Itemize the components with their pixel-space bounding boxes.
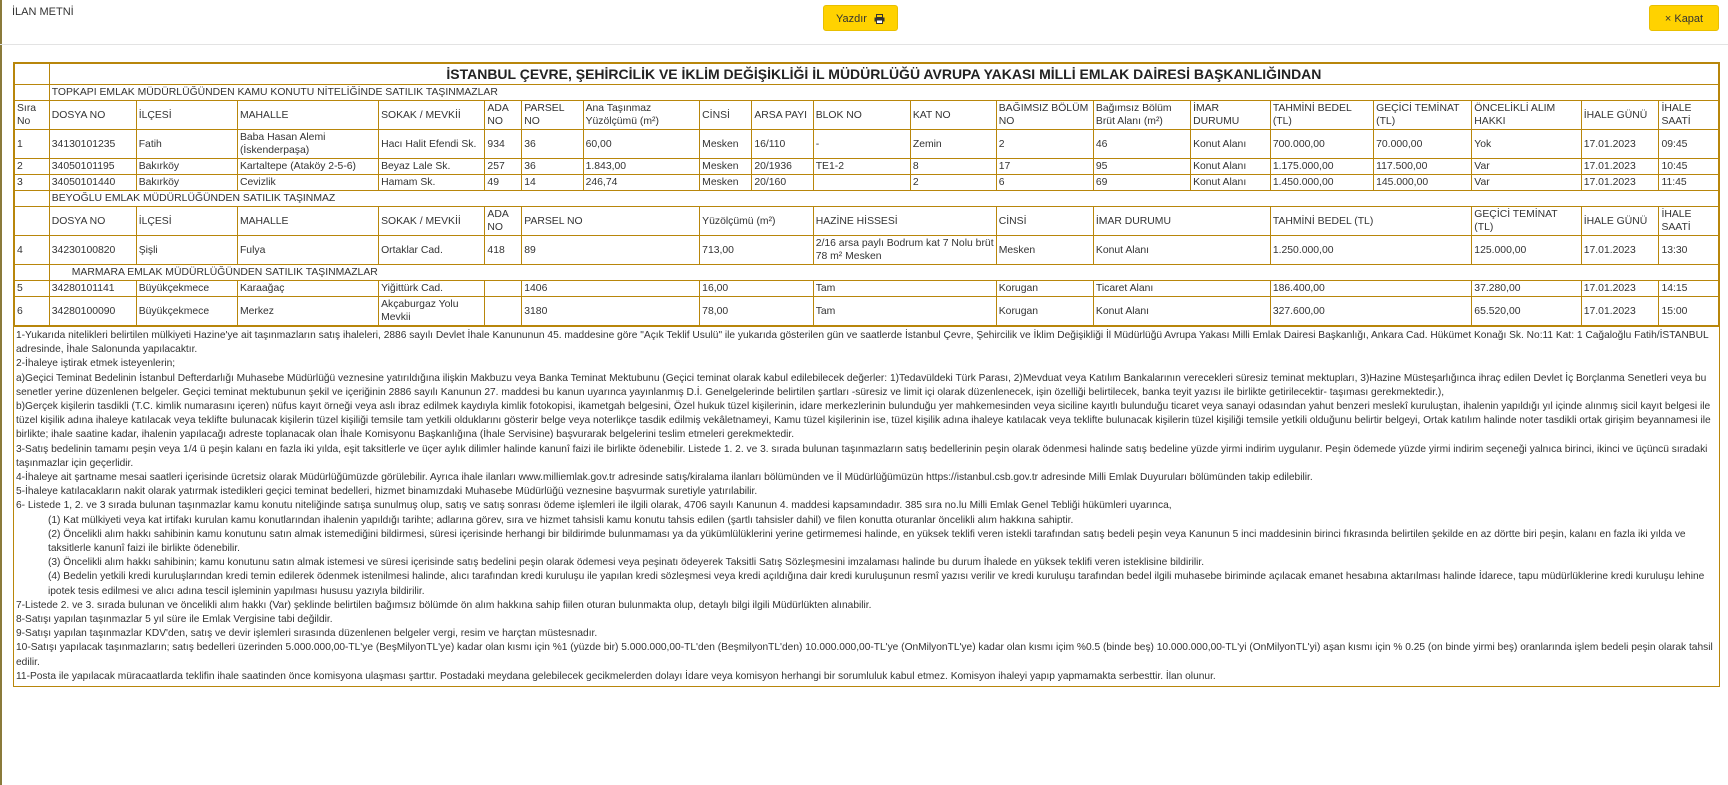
table-cell: 69: [1093, 175, 1190, 191]
empty-cell: [15, 265, 50, 281]
column-header: ARSA PAYI: [752, 101, 813, 130]
note-paragraph: 1-Yukarıda nitelikleri belirtilen mülkiyeti Hazine'ye ait taşınmazların satış ihaleleri, 2886 sayılı Devlet İhale Kanununun 45. maddesine göre "Açık Teklif Usulü" ile yukarıda gösterilen gün ve saatlerde İstanbul Çevre, Şehircilik ve İklim Değişikliği İl Müdürlüğü Avrupa Yakası Milli Emlak Dairesi Başkanlığı, Ankara Cad. Hükümet Konağı Sk. No:11 Kat: 1 Cağaloğlu Fatih/İSTANBUL adresinde, İhale Salonunda yapılacaktır.: [16, 330, 1709, 356]
table-cell: Konut Alanı: [1093, 236, 1270, 265]
table-row: [15, 297, 1719, 326]
column-header: DOSYA NO: [49, 101, 136, 130]
column-header: Yüzölçümü (m²): [700, 207, 814, 236]
top-bar: [0, 0, 1728, 45]
column-header: İHALE GÜNÜ: [1581, 207, 1659, 236]
table-cell: 6: [15, 297, 50, 326]
table-cell: 257: [485, 159, 522, 175]
column-header: DOSYA NO: [49, 207, 136, 236]
table-cell: Tam: [813, 281, 996, 297]
table-cell: 17.01.2023: [1581, 130, 1659, 159]
table-cell: 3180: [522, 297, 700, 326]
notes-section: [14, 326, 1719, 686]
column-header: İMAR DURUMU: [1191, 101, 1271, 130]
print-label: Yazdır: [835, 13, 867, 25]
column-header: HAZİNE HİSSESİ: [813, 207, 996, 236]
table-cell: 1.175.000,00: [1270, 159, 1373, 175]
main-title: İSTANBUL ÇEVRE, ŞEHİRCİLİK VE İKLİM DEĞİŞİKLİĞİ İL MÜDÜRLÜĞÜ AVRUPA YAKASI MİLLİ EMLAK DAİRESİ BAŞKANLIĞINDAN: [49, 64, 1718, 85]
table-cell: Var: [1472, 159, 1581, 175]
table-cell: Merkez: [237, 297, 378, 326]
table-cell: Konut Alanı: [1191, 159, 1271, 175]
table-cell: Zemin: [910, 130, 996, 159]
table-cell: Yok: [1472, 130, 1581, 159]
table-cell: [485, 281, 522, 297]
table-cell: 11:45: [1659, 175, 1719, 191]
table-cell: 16/110: [752, 130, 813, 159]
table-cell: Mesken: [700, 175, 752, 191]
column-header: GEÇİCİ TEMİNAT (TL): [1374, 101, 1472, 130]
table-cell: 117.500,00: [1374, 159, 1472, 175]
close-button[interactable]: × Kapat: [1649, 5, 1719, 31]
table-cell: 34280100090: [49, 297, 136, 326]
column-header: ADA NO: [485, 101, 522, 130]
table-cell: Korugan: [996, 281, 1093, 297]
table-cell: Konut Alanı: [1191, 130, 1271, 159]
column-header: İLÇESİ: [136, 101, 237, 130]
table-cell: 37.280,00: [1472, 281, 1581, 297]
table-cell: 1.450.000,00: [1270, 175, 1373, 191]
table-cell: 34130101235: [49, 130, 136, 159]
table-cell: 17.01.2023: [1581, 281, 1659, 297]
table-cell: 36: [522, 159, 583, 175]
column-header: PARSEL NO: [522, 207, 700, 236]
note-paragraph: (2) Öncelikli alım hakkı sahibinin kamu konutunu satın almak istemediğini bildirmesi, süresi içerisinde herhangi bir bildirimde bulunmaması ya da yükümlülüklerini yerine getirmemesi halinde, en yüksek teklifi veren istekli tarafından satış bedeli peşin veya Kanunun 5 inci maddesinin birinci fıkrasında belirtilen şekilde en az dörtte biri peşin, kalanı en fazla iki yılda ve taksitlerle kanunî faizi ile birlikte ödenebilir.: [48, 528, 1686, 555]
empty-cell: [15, 191, 50, 207]
note-paragraph: (3) Öncelikli alım hakkı sahibinin; kamu konutunu satın almak istemesi ve süresi içerisinde satış bedelini peşin olarak ödemesi veya peşinatı ödeyerek Taksitli Satış Sözleşmesini imzalaması halinde bu durum İhalede en yüksek teklifi veren isteklisine bildirilir.: [48, 557, 1205, 569]
table-cell: 186.400,00: [1270, 281, 1471, 297]
table-cell: 10:45: [1659, 159, 1719, 175]
table-cell: Beyaz Lale Sk.: [379, 159, 485, 175]
table-cell: Büyükçekmece: [136, 297, 237, 326]
table-cell: 2: [996, 130, 1093, 159]
note-paragraph: 3-Satış bedelinin tamamı peşin veya 1/4 ü peşin kalanı en fazla iki yılda, eşit taksitlerle ve üçer aylık dilimler halinde kanunî faizi ile birlikte ödenebilir. Listede 1. 2. ve 3. sırada bulunan taşınmazların satış bedellerinin peşin olarak ödenmesi halinde satış bedeline yüzde yirmi indirim uygulanır. Peşin ödemede yüzde yirmi indirim seçeneği yalnıca birinci, ikinci ve üçüncü sıradaki taşınmazlar için geçerlidir.: [16, 443, 1708, 469]
column-header: PARSEL NO: [522, 101, 583, 130]
table-cell: 20/1936: [752, 159, 813, 175]
table-cell: Mesken: [996, 236, 1093, 265]
column-header: SOKAK / MEVKİİ: [379, 101, 485, 130]
table-cell: 17.01.2023: [1581, 159, 1659, 175]
table-cell: 09:45: [1659, 130, 1719, 159]
table-cell: 95: [1093, 159, 1190, 175]
note-paragraph: 7-Listede 2. ve 3. sırada bulunan ve öncelikli alım hakkı (Var) şeklinde belirtilen bağımsız bölümde ön alım hakkına sahip fiilen oturan bulunmakta olup, detaylı bilgi ilgili Müdürlükten alınabilir.: [16, 599, 872, 611]
table-cell: Var: [1472, 175, 1581, 191]
column-header: TAHMİNİ BEDEL (TL): [1270, 101, 1373, 130]
table-cell: 49: [485, 175, 522, 191]
column-header: Bağımsız Bölüm Brüt Alanı (m²): [1093, 101, 1190, 130]
table-cell: 65.520,00: [1472, 297, 1581, 326]
table-cell: 70.000,00: [1374, 130, 1472, 159]
table-cell: 34280101141: [49, 281, 136, 297]
table-cell: 60,00: [583, 130, 700, 159]
table-cell: Büyükçekmece: [136, 281, 237, 297]
column-header: İMAR DURUMU: [1093, 207, 1270, 236]
column-header: [15, 207, 50, 236]
column-header: Sıra No: [15, 101, 50, 130]
table-cell: 246,74: [583, 175, 700, 191]
note-paragraph: 5-İhaleye katılacakların nakit olarak yatırmak istedikleri geçici teminat bedelleri, hizmet binamızdaki Muhasebe Müdürlüğü veznesine başvurmak suretiyle yatırılabilir.: [16, 486, 758, 498]
table-cell: 34230100820: [49, 236, 136, 265]
table-cell: 17.01.2023: [1581, 297, 1659, 326]
table-cell: 34050101195: [49, 159, 136, 175]
table-cell: 5: [15, 281, 50, 297]
table-cell: 700.000,00: [1270, 130, 1373, 159]
empty-cell: [15, 85, 50, 101]
column-header: BAĞIMSIZ BÖLÜM NO: [996, 101, 1093, 130]
table-cell: Cevizlik: [237, 175, 378, 191]
table-cell: 4: [15, 236, 50, 265]
table-cell: 17.01.2023: [1581, 236, 1659, 265]
table-cell: Korugan: [996, 297, 1093, 326]
column-header: CİNSİ: [700, 101, 752, 130]
column-header: ÖNCELİKLİ ALIM HAKKI: [1472, 101, 1581, 130]
table-cell: Şişli: [136, 236, 237, 265]
note-paragraph: 4-İhaleye ait şartname mesai saatleri içerisinde ücretsiz olarak Müdürlüğümüzde görülebilir. Ayrıca ihale ilanları www.milliemlak.gov.tr adresinde satış/kiralama ilanları bölümünden ve İl Müdürlüğümüzün https://istanbul.csb.gov.tr adresinde Milli Emlak Duyuruları bölümünden takip edilebilir.: [16, 472, 1313, 484]
table-cell: [485, 297, 522, 326]
table-cell: Fatih: [136, 130, 237, 159]
left-edge-bar: [0, 0, 2, 785]
table-cell: Hamam Sk.: [379, 175, 485, 191]
table-cell: 1: [15, 130, 50, 159]
table-cell: 327.600,00: [1270, 297, 1471, 326]
table-cell: 36: [522, 130, 583, 159]
table-cell: 125.000,00: [1472, 236, 1581, 265]
table-cell: 20/160: [752, 175, 813, 191]
note-paragraph: a)Geçici Teminat Bedelinin İstanbul Defterdarlığı Muhasebe Müdürlüğü veznesine yatırıldığına ilişkin Makbuzu veya Banka Teminat Mektubunu (Geçici teminat olarak kabul edilebilecek değerler: 1)Tedavüldeki Türk Parası, 2)Mevduat veya Katılım Bankalarının verecekleri süresiz teminat mektupları, 3)Hazine Müsteşarlığınca ihraç edilen Devlet İç Borçlanma Senetleri veya bu senetler yerine düzenlenen belgeler. Geçici teminat mektubunun şekil ve içeriğinin 2886 sayılı Kanunun 27. maddesi bu kanun uyarınca yayınlanmış D.İ. Genelgelerinde belirtilen şartları -süresiz ve limit içi olarak düzenlenecek, işin özelliği belirtilecek, banka teyit yazısı ile birlikte getirilecektir- taşıması gerekmektedir.),: [16, 372, 1707, 398]
note-paragraph: 8-Satışı yapılan taşınmazlar 5 yıl süre ile Emlak Vergisine tabi değildir.: [16, 614, 333, 626]
table-cell: TE1-2: [813, 159, 910, 175]
table-cell: 713,00: [700, 236, 814, 265]
note-paragraph: 9-Satışı yapılan taşınmazlar KDV'den, satış ve devir işlemleri sırasında düzenlenen belgeler vergi, resim ve harçtan müstesnadır.: [16, 628, 598, 640]
table-cell: 1406: [522, 281, 700, 297]
table-cell: Mesken: [700, 130, 752, 159]
table-cell: -: [813, 130, 910, 159]
table-cell: 2/16 arsa paylı Bodrum kat 7 Nolu brüt 78 m² Mesken: [813, 236, 996, 265]
announcement-table: [14, 63, 1719, 326]
column-header: TAHMİNİ BEDEL (TL): [1270, 207, 1471, 236]
column-header: MAHALLE: [237, 101, 378, 130]
table-cell: 46: [1093, 130, 1190, 159]
table-cell: Akçaburgaz Yolu Mevkii: [379, 297, 485, 326]
note-paragraph: 11-Posta ile yapılacak müracaatlarda teklifin ihale saatinden önce komisyona ulaşması şarttır. Postadaki meydana gelebilecek gecikmelerden dolayı İdare veya komisyon herhangi bir sorumluluk kabul etmez. Komisyon ihaleyi yapıp yapmamakta serbesttir. İlan olunur.: [16, 670, 1216, 682]
column-header: GEÇİCİ TEMİNAT (TL): [1472, 207, 1581, 236]
column-header: İLÇESİ: [136, 207, 237, 236]
table-cell: 2: [910, 175, 996, 191]
note-paragraph: b)Gerçek kişilerin tasdikli (T.C. kimlik numarasını içeren) nüfus kayıt örneği veya aslı ibraz edilmek kaydıyla kimlik fotokopisi, ikametgah belgesini, Özel hukuk tüzel kişilerinin, idare merkezlerinin bulunduğu yer mahkemesinden veya siciline kayıtlı bulunduğu ticaret veya sanayi odasından yahut benzeri meslekî kuruluştan, ihalenin yapıldığı yıl içinde alınmış sicil kayıt belgesi ile tüzel kişilik adına ihaleye katılacak veya teklifte bulunacak kişilerin tüzel kişiliği temsile tam yetkili olduklarını gösterir belge veya noterlikçe tasdik edilmiş vekâletnameyi, Kamu tüzel kişilerinin ise, tüzel kişilik adına ihaleye katılacak veya teklifte bulunacak kişilerin tüzel kişiliği temsile yetkili olduğunu belirtir belgeyi, Ortak katılım halinde noter tasdikli ortak girişim beyannamesi ile birlikte; ihale saatine kadar, ihalenin yapılacağı adreste toplanacak olan İhale Komisyonu Başkanlığına (İhale Servisine) başvurarak belgelerini teslim etmeleri gerekmektedir.: [16, 401, 1711, 441]
column-header: SOKAK / MEVKİİ: [379, 207, 485, 236]
table-cell: 34050101440: [49, 175, 136, 191]
table-cell: Baba Hasan Alemi (İskenderpaşa): [237, 130, 378, 159]
note-paragraph: 10-Satışı yapılacak taşınmazların; satış bedelleri üzerinden 5.000.000,00-TL'ye (BeşMilyonTL'ye) kadar olan kısmı için %1 (yüzde bir) 5.000.000,00-TL'den (BeşmilyonTL'den) 10.000.000,00-TL'ye (OnMilyonTL'ye) kadar olan kısmı içim %0.5 (binde beş) 10.000.000,00-TL'yi (OnMilyonTL'yi) aşan kısmı için % 0.25 (on binde yirmi beş) oranlarında işlem bedeli peşin olarak tahsil edilir.: [16, 642, 1713, 668]
table-row: [15, 281, 1719, 297]
table-cell: Karaağaç: [237, 281, 378, 297]
note-paragraph: (4) Bedelin yetkili kredi kuruluşlarından kredi temin edilerek ödenmek istenilmesi halinde, alıcı tarafından kredi kuruluşu ile yapılan kredi sözleşmesi veya kredi açıldığına dair kredi kuruluşunun resmî yazısı verilir ve kredi kuruluşu tarafından bedel ilgili muhasebe biriminde açılacak emanet hesabına aktarılması halinde İdarece, tapu müdürlüklerine kredi kuruluşu lehine ipotek tesis edilmesi ve alıcı adına tescil işleminin yapılması hususu yazıyla bildirilir.: [48, 571, 1705, 597]
table-row: [15, 236, 1719, 265]
table-row: [15, 175, 1719, 191]
table-row: [15, 159, 1719, 175]
table-cell: Hacı Halit Efendi Sk.: [379, 130, 485, 159]
print-button[interactable]: [823, 5, 898, 31]
table-cell: Tam: [813, 297, 996, 326]
table-cell: 15:00: [1659, 297, 1719, 326]
table-cell: 17.01.2023: [1581, 175, 1659, 191]
table-row: [15, 130, 1719, 159]
table-cell: 2: [15, 159, 50, 175]
table-cell: 89: [522, 236, 700, 265]
table-cell: Mesken: [700, 159, 752, 175]
column-header: MAHALLE: [237, 207, 378, 236]
column-header: KAT NO: [910, 101, 996, 130]
table-cell: Bakırköy: [136, 175, 237, 191]
column-header: Ana Taşınmaz Yüzölçümü (m²): [583, 101, 700, 130]
table-cell: [813, 175, 910, 191]
table-cell: Ortaklar Cad.: [379, 236, 485, 265]
table-cell: 6: [996, 175, 1093, 191]
table-cell: Yiğittürk Cad.: [379, 281, 485, 297]
table-cell: 934: [485, 130, 522, 159]
section-title-beyoglu: BEYOĞLU EMLAK MÜDÜRLÜĞÜNDEN SATILIK TAŞINMAZ: [49, 191, 1718, 207]
table-cell: 78,00: [700, 297, 814, 326]
table-cell: 14: [522, 175, 583, 191]
table-cell: Kartaltepe (Ataköy 2-5-6): [237, 159, 378, 175]
column-header: ADA NO: [485, 207, 522, 236]
page-title: İLAN METNİ: [12, 6, 74, 18]
column-header: İHALE SAATİ: [1659, 207, 1719, 236]
section-title-marmara: MARMARA EMLAK MÜDÜRLÜĞÜNDEN SATILIK TAŞINMAZLAR: [49, 265, 1718, 281]
table-cell: Fulya: [237, 236, 378, 265]
table-cell: 13:30: [1659, 236, 1719, 265]
note-paragraph: 2-İhaleye iştirak etmek isteyenlerin;: [16, 358, 176, 370]
table-cell: 16,00: [700, 281, 814, 297]
announcement-document: [13, 62, 1720, 687]
table-cell: 145.000,00: [1374, 175, 1472, 191]
column-header: İHALE SAATİ: [1659, 101, 1719, 130]
section-title-topkapi: TOPKAPI EMLAK MÜDÜRLÜĞÜNDEN KAMU KONUTU NİTELİĞİNDE SATILIK TAŞINMAZLAR: [49, 85, 1718, 101]
note-paragraph: (1) Kat mülkiyeti veya kat irtifakı kurulan kamu konutlarından ihalenin yapıldığı tarihte; adlarına görev, sıra ve hizmet tahsisli kamu konutu tahsis edilen (şartlı tahsisler dahil) ve filen konutta oturanlar öncelikli alım hakkına sahiptir.: [48, 514, 1074, 526]
column-header: İHALE GÜNÜ: [1581, 101, 1659, 130]
table-cell: 3: [15, 175, 50, 191]
table-cell: 8: [910, 159, 996, 175]
table-cell: 1.250.000,00: [1270, 236, 1471, 265]
table-cell: 14:15: [1659, 281, 1719, 297]
table-cell: 418: [485, 236, 522, 265]
column-header: CİNSİ: [996, 207, 1093, 236]
table-cell: Bakırköy: [136, 159, 237, 175]
printer-icon: [874, 8, 885, 34]
note-paragraph: 6- Listede 1, 2. ve 3 sırada bulunan taşınmazlar kamu konutu niteliğinde satışa sunulmuş olup, satış ve satış sonrası ödeme işlemleri ile ilgili olarak, 4706 sayılı Kanunun 4. maddesi kapsamındadır. 385 sıra no.lu Milli Emlak Genel Tebliği hükümleri uyarınca,: [16, 500, 1172, 512]
table-cell: 1.843,00: [583, 159, 700, 175]
table-cell: Ticaret Alanı: [1093, 281, 1270, 297]
table-cell: 17: [996, 159, 1093, 175]
column-header: BLOK NO: [813, 101, 910, 130]
table-cell: Konut Alanı: [1093, 297, 1270, 326]
table-cell: Konut Alanı: [1191, 175, 1271, 191]
